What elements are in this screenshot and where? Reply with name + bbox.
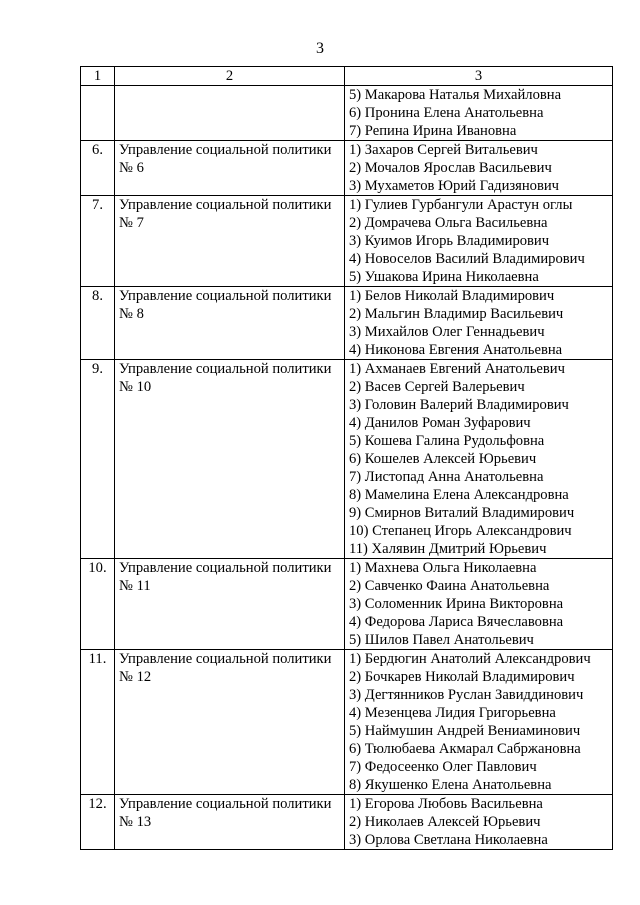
table-body (81, 86, 613, 850)
row-number: 7. (81, 196, 115, 287)
table-row (81, 360, 613, 559)
member-item: 5) Наймушин Андрей Вениаминович (349, 723, 581, 739)
page-number: 3 (316, 40, 324, 57)
member-item: 3) Орлова Светлана Николаевна (349, 832, 548, 848)
member-item: 7) Федосеенко Олег Павлович (349, 759, 537, 775)
member-item: 2) Савченко Фаина Анатольевна (349, 578, 550, 594)
table-row (81, 650, 613, 795)
members-list (345, 141, 613, 196)
member-item: 4) Новоселов Василий Владимирович (349, 251, 585, 267)
table-row (81, 795, 613, 850)
member-item: 5) Макарова Наталья Михайловна (349, 87, 562, 103)
header-col-members: 3 (345, 67, 613, 86)
members-list (345, 795, 613, 850)
members-list (345, 360, 613, 559)
members-list (345, 559, 613, 650)
member-item: 9) Смирнов Виталий Владимирович (349, 505, 575, 521)
member-item: 7) Листопад Анна Анатольевна (349, 469, 544, 485)
table-header-row (81, 67, 613, 86)
member-item: 3) Головин Валерий Владимирович (349, 397, 569, 413)
table-row (81, 141, 613, 196)
commission-table (80, 66, 613, 850)
row-number: 6. (81, 141, 115, 196)
department-name: Управление социальной политики № 10 (115, 360, 345, 559)
member-item: 3) Михайлов Олег Геннадьевич (349, 324, 545, 340)
member-item: 6) Тюлюбаева Акмарал Сабржановна (349, 741, 581, 757)
member-item: 2) Мальгин Владимир Васильевич (349, 306, 564, 322)
member-item: 8) Якушенко Елена Анатольевна (349, 777, 552, 793)
members-list (345, 196, 613, 287)
members-list (345, 650, 613, 795)
member-item: 6) Пронина Елена Анатольевна (349, 105, 544, 121)
members-list (345, 86, 613, 141)
table-row (81, 86, 613, 141)
table-row (81, 559, 613, 650)
member-item: 6) Кошелев Алексей Юрьевич (349, 451, 537, 467)
department-name (115, 86, 345, 141)
row-number (81, 86, 115, 141)
member-item: 1) Егорова Любовь Васильевна (349, 796, 543, 812)
member-item: 4) Никонова Евгения Анатольевна (349, 342, 563, 358)
member-item: 4) Данилов Роман Зуфарович (349, 415, 531, 431)
member-item: 2) Мочалов Ярослав Васильевич (349, 160, 552, 176)
row-number: 12. (81, 795, 115, 850)
member-item: 1) Махнева Ольга Николаевна (349, 560, 537, 576)
member-item: 5) Ушакова Ирина Николаевна (349, 269, 539, 285)
member-item: 5) Кошева Галина Рудольфовна (349, 433, 545, 449)
member-item: 1) Белов Николай Владимирович (349, 288, 555, 304)
row-number: 11. (81, 650, 115, 795)
department-name: Управление социальной политики № 13 (115, 795, 345, 850)
members-list (345, 287, 613, 360)
header-col-department: 2 (115, 67, 345, 86)
department-name: Управление социальной политики № 7 (115, 196, 345, 287)
member-item: 1) Ахманаев Евгений Анатольевич (349, 361, 565, 377)
member-item: 5) Шилов Павел Анатольевич (349, 632, 534, 648)
table-row (81, 196, 613, 287)
member-item: 4) Федорова Лариса Вячеславовна (349, 614, 564, 630)
member-item: 1) Бердюгин Анатолий Александрович (349, 651, 591, 667)
row-number: 8. (81, 287, 115, 360)
member-item: 3) Соломенник Ирина Викторовна (349, 596, 564, 612)
member-item: 1) Захаров Сергей Витальевич (349, 142, 538, 158)
row-number: 9. (81, 360, 115, 559)
department-name: Управление социальной политики № 8 (115, 287, 345, 360)
department-name: Управление социальной политики № 6 (115, 141, 345, 196)
member-item: 3) Дегтянников Руслан Завиддинович (349, 687, 584, 703)
member-item: 2) Васев Сергей Валерьевич (349, 379, 525, 395)
department-name: Управление социальной политики № 11 (115, 559, 345, 650)
member-item: 4) Мезенцева Лидия Григорьевна (349, 705, 556, 721)
member-item: 1) Гулиев Гурбангули Арастун оглы (349, 197, 573, 213)
member-item: 2) Николаев Алексей Юрьевич (349, 814, 541, 830)
header-col-number: 1 (81, 67, 115, 86)
member-item: 7) Репина Ирина Ивановна (349, 123, 517, 139)
member-item: 11) Халявин Дмитрий Юрьевич (349, 541, 547, 557)
member-item: 3) Куимов Игорь Владимирович (349, 233, 550, 249)
member-item: 2) Бочкарев Николай Владимирович (349, 669, 575, 685)
member-item: 10) Степанец Игорь Александрович (349, 523, 572, 539)
department-name: Управление социальной политики № 12 (115, 650, 345, 795)
row-number: 10. (81, 559, 115, 650)
member-item: 8) Мамелина Елена Александровна (349, 487, 569, 503)
member-item: 2) Домрачева Ольга Васильевна (349, 215, 548, 231)
member-item: 3) Мухаметов Юрий Гадизянович (349, 178, 560, 194)
table-row (81, 287, 613, 360)
